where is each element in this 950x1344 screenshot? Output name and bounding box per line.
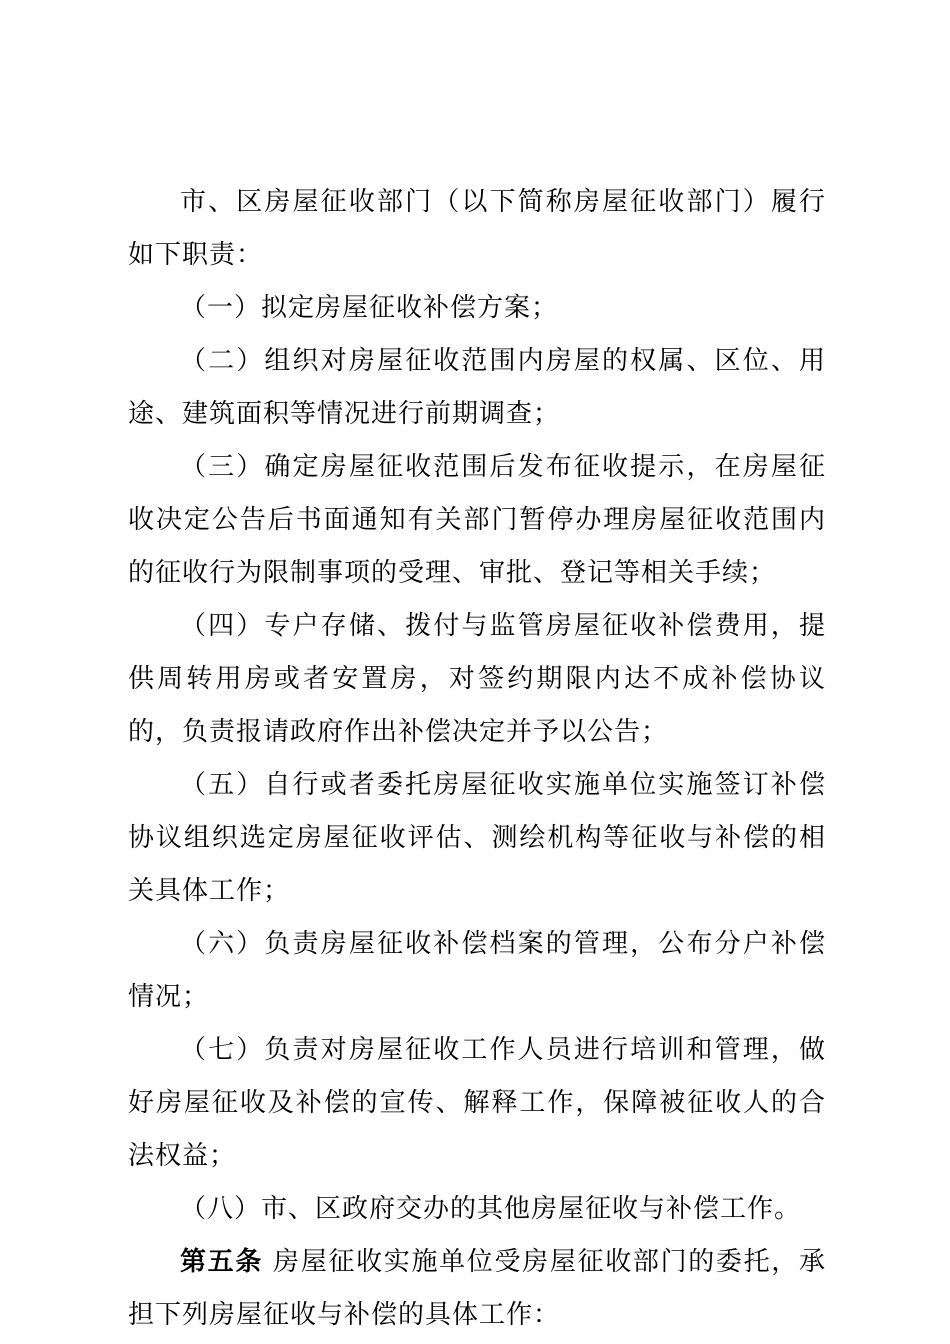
paragraph-item-4: （四）专户存储、拨付与监管房屋征收补偿费用，提供周转用房或者安置房，对签约期限内达不成补偿协议的，负责报请政府作出补偿决定并予以公告； bbox=[128, 611, 826, 747]
paragraph-item-8: （八）市、区政府交办的其他房屋征收与补偿工作。 bbox=[180, 1194, 802, 1224]
paragraph-item-6: （六）负责房屋征收补偿档案的管理，公布分户补偿情况； bbox=[128, 929, 826, 1012]
document-body bbox=[128, 176, 826, 1342]
article-text: 房屋征收实施单位受房屋征收部门的委托，承担下列房屋征收与补偿的具体工作： bbox=[128, 1247, 826, 1330]
paragraph-article-5 bbox=[128, 1236, 826, 1342]
article-heading: 第五条 bbox=[180, 1247, 264, 1277]
paragraph-item-2: （二）组织对房屋征收范围内房屋的权属、区位、用途、建筑面积等情况进行前期调查； bbox=[128, 346, 826, 429]
paragraph-item-7: （七）负责对房屋征收工作人员进行培训和管理，做好房屋征收及补偿的宣传、解释工作，保障被征收人的合法权益； bbox=[128, 1035, 826, 1171]
paragraph-duties-intro: 市、区房屋征收部门（以下简称房屋征收部门）履行如下职责： bbox=[128, 187, 826, 270]
paragraph-item-1: （一）拟定房屋征收补偿方案； bbox=[180, 293, 559, 323]
paragraph-item-5: （五）自行或者委托房屋征收实施单位实施签订补偿协议组织选定房屋征收评估、测绘机构等征收与补偿的相关具体工作； bbox=[128, 770, 826, 906]
paragraph-item-3: （三）确定房屋征收范围后发布征收提示，在房屋征收决定公告后书面通知有关部门暂停办理房屋征收范围内的征收行为限制事项的受理、审批、登记等相关手续； bbox=[128, 452, 826, 588]
